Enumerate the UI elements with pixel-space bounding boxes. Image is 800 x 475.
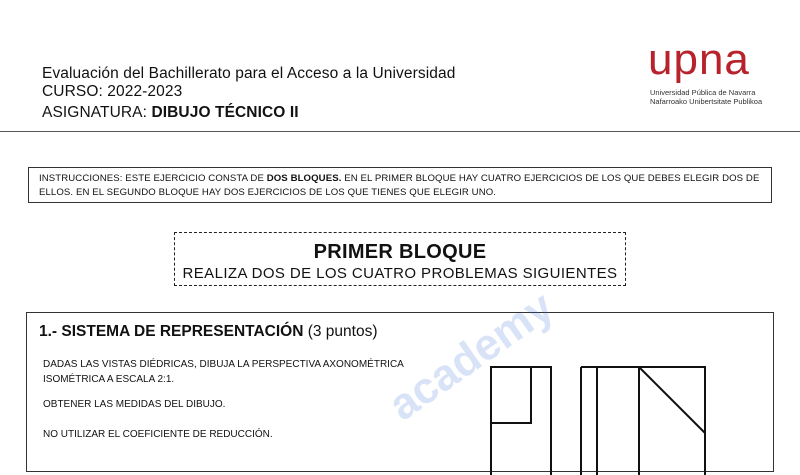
subject-label: ASIGNATURA: <box>42 104 152 121</box>
logo-wordmark: upna <box>648 35 750 84</box>
view-right-diagonal <box>639 367 705 433</box>
header-subject <box>42 104 299 122</box>
block-title: PRIMER BLOQUE <box>313 241 487 263</box>
watermark-text: academy <box>380 281 563 431</box>
exercise-1-title-bold: 1.- SISTEMA DE REPRESENTACIÓN <box>39 323 304 340</box>
logo-subtitle-es: Universidad Pública de Navarra <box>650 88 756 97</box>
exercise-1-box <box>26 312 774 472</box>
header-divider <box>0 131 800 132</box>
exercise-1-measure-note: OBTENER LAS MEDIDAS DEL DIBUJO. <box>43 399 226 410</box>
header-exam-title: Evaluación del Bachillerato para el Acceso a la Universidad <box>42 65 456 82</box>
exercise-1-coefficient-note: NO UTILIZAR EL COEFICIENTE DE REDUCCIÓN. <box>43 429 273 440</box>
logo-subtitle-eu: Nafarroako Unibertsitate Publikoa <box>650 97 763 106</box>
upna-logo <box>648 35 768 108</box>
view-left-inner <box>491 367 531 423</box>
instructions-post: EN EL PRIMER BLOQUE HAY CUATRO EJERCICIOS DE LOS QUE DEBES ELEGIR DOS DE ELLOS. EN EL SEGUNDO BLOQUE HAY DOS EJERCICIOS DE LOS QUE TIENES QUE ELEGIR UNO. <box>39 173 760 198</box>
instructions-box <box>28 167 772 203</box>
exercise-1-points: (3 puntos) <box>303 323 378 340</box>
instructions-bold: DOS BLOQUES. <box>266 173 342 184</box>
exercise-1-statement: DADAS LAS VISTAS DIÉDRICAS, DIBUJA LA PERSPECTIVA AXONOMÉTRICA ISOMÉTRICA A ESCALA 2:1. <box>43 359 404 385</box>
subject-value: DIBUJO TÉCNICO II <box>151 104 299 121</box>
header-course: CURSO: 2022-2023 <box>42 83 183 100</box>
instructions-pre: INSTRUCCIONES: ESTE EJERCICIO CONSTA DE <box>39 173 267 184</box>
dihedral-views-drawing <box>489 365 709 475</box>
block-subtitle: REALIZA DOS DE LOS CUATRO PROBLEMAS SIGUIENTES <box>182 265 618 282</box>
block-heading-box <box>174 232 626 286</box>
view-left-outer <box>491 367 551 475</box>
exercise-1-title <box>39 323 378 341</box>
view-right-outer <box>639 367 705 475</box>
